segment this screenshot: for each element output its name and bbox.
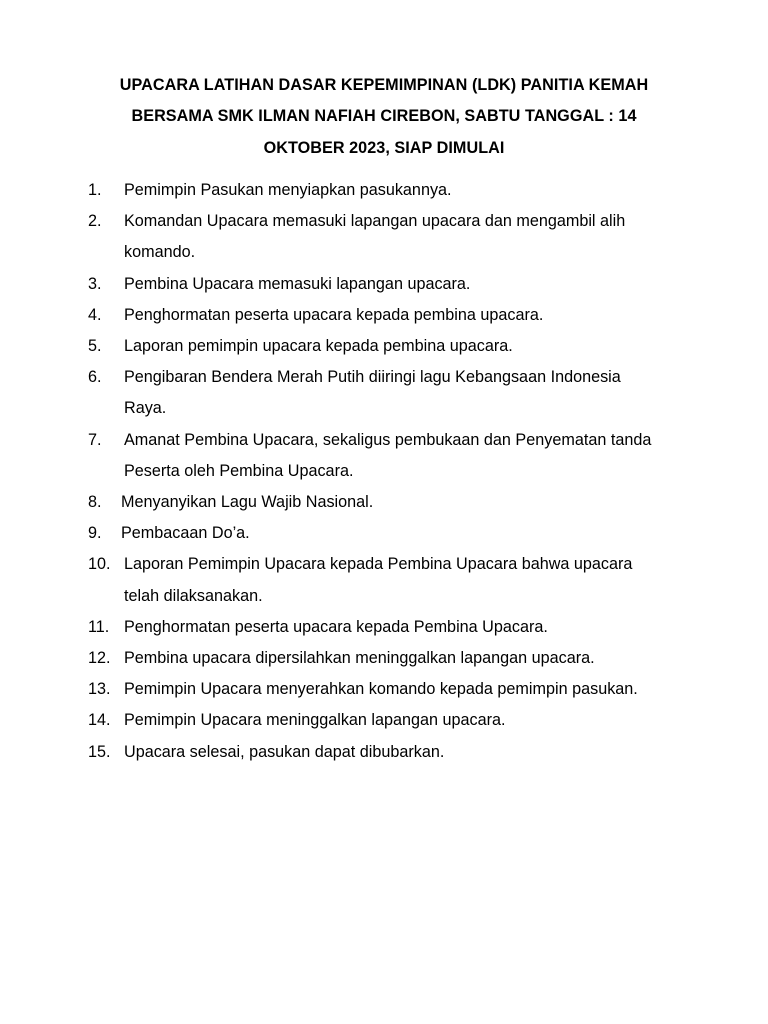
list-item <box>88 674 708 705</box>
list-item <box>88 331 708 362</box>
item-number: 1. <box>88 181 102 199</box>
list-item <box>88 549 708 611</box>
item-text-line-2: Peserta oleh Pembina Upacara. <box>124 461 354 480</box>
list-item <box>88 705 708 736</box>
item-number: 3. <box>88 274 102 293</box>
item-text-line-1: Amanat Pembina Upacara, sekaligus pembukaan dan Penyematan tanda <box>124 430 652 449</box>
item-text: Laporan pemimpin upacara kepada pembina upacara. <box>124 337 513 356</box>
item-number: 13. <box>88 680 111 699</box>
item-number: 11. <box>88 617 110 636</box>
item-number: 4. <box>88 305 102 324</box>
item-text: Penghormatan peserta upacara kepada pembina upacara. <box>124 305 544 324</box>
item-text-line-2: telah dilaksanakan. <box>124 586 263 605</box>
list-item <box>88 643 708 674</box>
item-text-line-1: Laporan Pemimpin Upacara kepada Pembina Upacara bahwa upacara <box>124 555 633 574</box>
list-item <box>88 518 708 549</box>
title-line-2: BERSAMA SMK ILMAN NAFIAH CIREBON, SABTU TANGGAL : 14 <box>131 107 637 126</box>
item-text: Pemimpin Pasukan menyiapkan pasukannya. <box>124 181 452 199</box>
list-item <box>88 300 708 331</box>
list-item <box>88 487 708 518</box>
list-item <box>88 737 708 768</box>
item-text: Pembina upacara dipersilahkan meninggalkan lapangan upacara. <box>124 649 595 668</box>
ceremony-steps-list <box>88 175 708 768</box>
list-item <box>88 175 708 206</box>
document-title <box>84 70 684 164</box>
list-item <box>88 612 708 643</box>
item-text: Pembina Upacara memasuki lapangan upacara. <box>124 274 471 293</box>
list-item <box>88 269 708 300</box>
list-item <box>88 362 708 424</box>
item-number: 9. <box>88 524 102 543</box>
item-text-line-1: Pengibaran Bendera Merah Putih diiringi lagu Kebangsaan Indonesia <box>124 368 621 387</box>
item-text: Pemimpin Upacara meninggalkan lapangan upacara. <box>124 711 506 730</box>
list-item <box>88 206 708 268</box>
item-number: 6. <box>88 368 102 387</box>
title-line-3: OKTOBER 2023, SIAP DIMULAI <box>263 138 505 157</box>
item-text: Pemimpin Upacara menyerahkan komando kepada pemimpin pasukan. <box>124 680 638 699</box>
item-text: Menyanyikan Lagu Wajib Nasional. <box>121 493 374 512</box>
item-number: 7. <box>88 430 102 449</box>
item-text: Penghormatan peserta upacara kepada Pembina Upacara. <box>124 617 548 636</box>
title-line-1: UPACARA LATIHAN DASAR KEPEMIMPINAN (LDK) PANITIA KEMAH <box>119 76 649 94</box>
list-item <box>88 425 708 487</box>
item-number: 5. <box>88 337 102 356</box>
item-text-line-2: komando. <box>124 243 196 262</box>
item-number: 10. <box>88 555 111 574</box>
item-number: 14. <box>88 711 111 730</box>
item-text-line-1: Komandan Upacara memasuki lapangan upacara dan mengambil alih <box>124 212 626 231</box>
item-number: 15. <box>88 742 111 761</box>
item-text-line-2: Raya. <box>124 399 167 418</box>
item-text: Upacara selesai, pasukan dapat dibubarkan. <box>124 742 445 761</box>
item-number: 2. <box>88 212 102 231</box>
item-number: 8. <box>88 493 102 512</box>
item-number: 12. <box>88 649 111 668</box>
item-text: Pembacaan Do’a. <box>121 524 250 543</box>
